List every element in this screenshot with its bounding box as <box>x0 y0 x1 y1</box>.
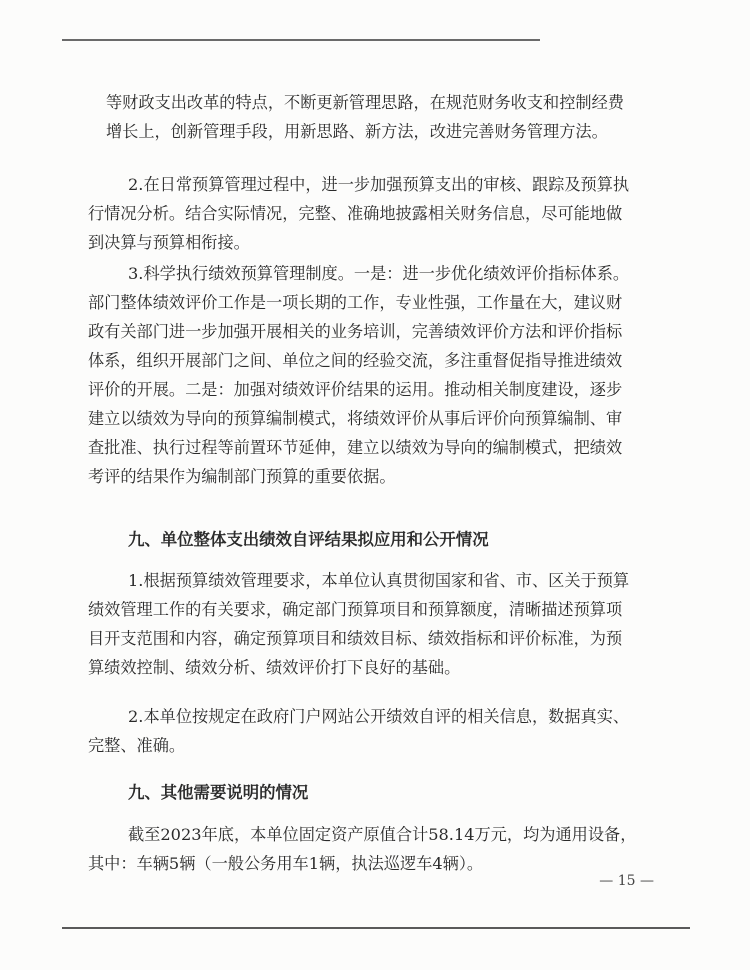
top-rule <box>62 39 540 41</box>
text-line: 到决算与预算相衔接。 <box>88 233 250 252</box>
section-heading <box>88 525 658 554</box>
text-line: 2.在日常预算管理过程中，进一步加强预算支出的审核、跟踪及预算执 <box>128 175 630 194</box>
text-line: 等财政支出改革的特点，不断更新管理思路，在规范财务收支和控制经费 <box>106 93 624 112</box>
section-heading-text: 九、单位整体支出绩效自评结果拟应用和公开情况 <box>128 530 489 549</box>
text-line: 1.根据预算绩效管理要求，本单位认真贯彻国家和省、市、区关于预算 <box>128 571 630 590</box>
text-line: 3.科学执行绩效预算管理制度。一是：进一步优化绩效评价指标体系。 <box>128 264 630 283</box>
paragraph-continuation <box>88 88 658 146</box>
text-line: 算绩效控制、绩效分析、绩效评价打下良好的基础。 <box>88 658 461 677</box>
page-number: — 15 — <box>599 873 654 889</box>
text-line: 评价的开展。二是：加强对绩效评价结果的运用。推动相关制度建设，逐步 <box>88 380 623 399</box>
paragraph-item-2b <box>88 702 658 760</box>
section-heading-text: 九、其他需要说明的情况 <box>128 783 309 802</box>
section-heading-other <box>88 778 658 807</box>
text-line: 部门整体绩效评价工作是一项长期的工作，专业性强，工作量在大，建议财 <box>88 293 623 312</box>
text-line: 增长上，创新管理手段，用新思路、新方法，改进完善财务管理方法。 <box>106 122 608 141</box>
text-line: 绩效管理工作的有关要求，确定部门预算项目和预算额度，清晰描述预算项 <box>88 600 623 619</box>
text-line: 考评的结果作为编制部门预算的重要依据。 <box>88 467 396 486</box>
paragraph-item-3 <box>88 259 658 491</box>
text-line: 查批准、执行过程等前置环节延伸，建立以绩效为导向的编制模式，把绩效 <box>88 438 623 457</box>
bottom-rule <box>62 927 690 929</box>
text-line: 截至2023年底，本单位固定资产原值合计58.14万元，均为通用设备， <box>128 825 637 844</box>
paragraph-item-2 <box>88 170 658 257</box>
paragraph-item-1 <box>88 566 658 682</box>
text-line: 建立以绩效为导向的预算编制模式，将绩效评价从事后评价向预算编制、审 <box>88 409 623 428</box>
text-line: 完整、准确。 <box>88 736 186 755</box>
text-line: 行情况分析。结合实际情况，完整、准确地披露相关财务信息，尽可能地做 <box>88 204 623 223</box>
text-line: 政有关部门进一步加强开展相关的业务培训，完善绩效评价方法和评价指标 <box>88 322 623 341</box>
text-line: 2.本单位按规定在政府门户网站公开绩效自评的相关信息，数据真实、 <box>128 707 630 726</box>
text-line: 体系，组织开展部门之间、单位之间的经验交流，多注重督促指导推进绩效 <box>88 351 623 370</box>
text-line: 其中：车辆5辆（一般公务用车1辆，执法巡逻车4辆）。 <box>88 854 484 873</box>
text-line: 目开支范围和内容，确定预算项目和绩效目标、绩效指标和评价标准，为预 <box>88 629 623 648</box>
paragraph-assets <box>88 820 658 878</box>
